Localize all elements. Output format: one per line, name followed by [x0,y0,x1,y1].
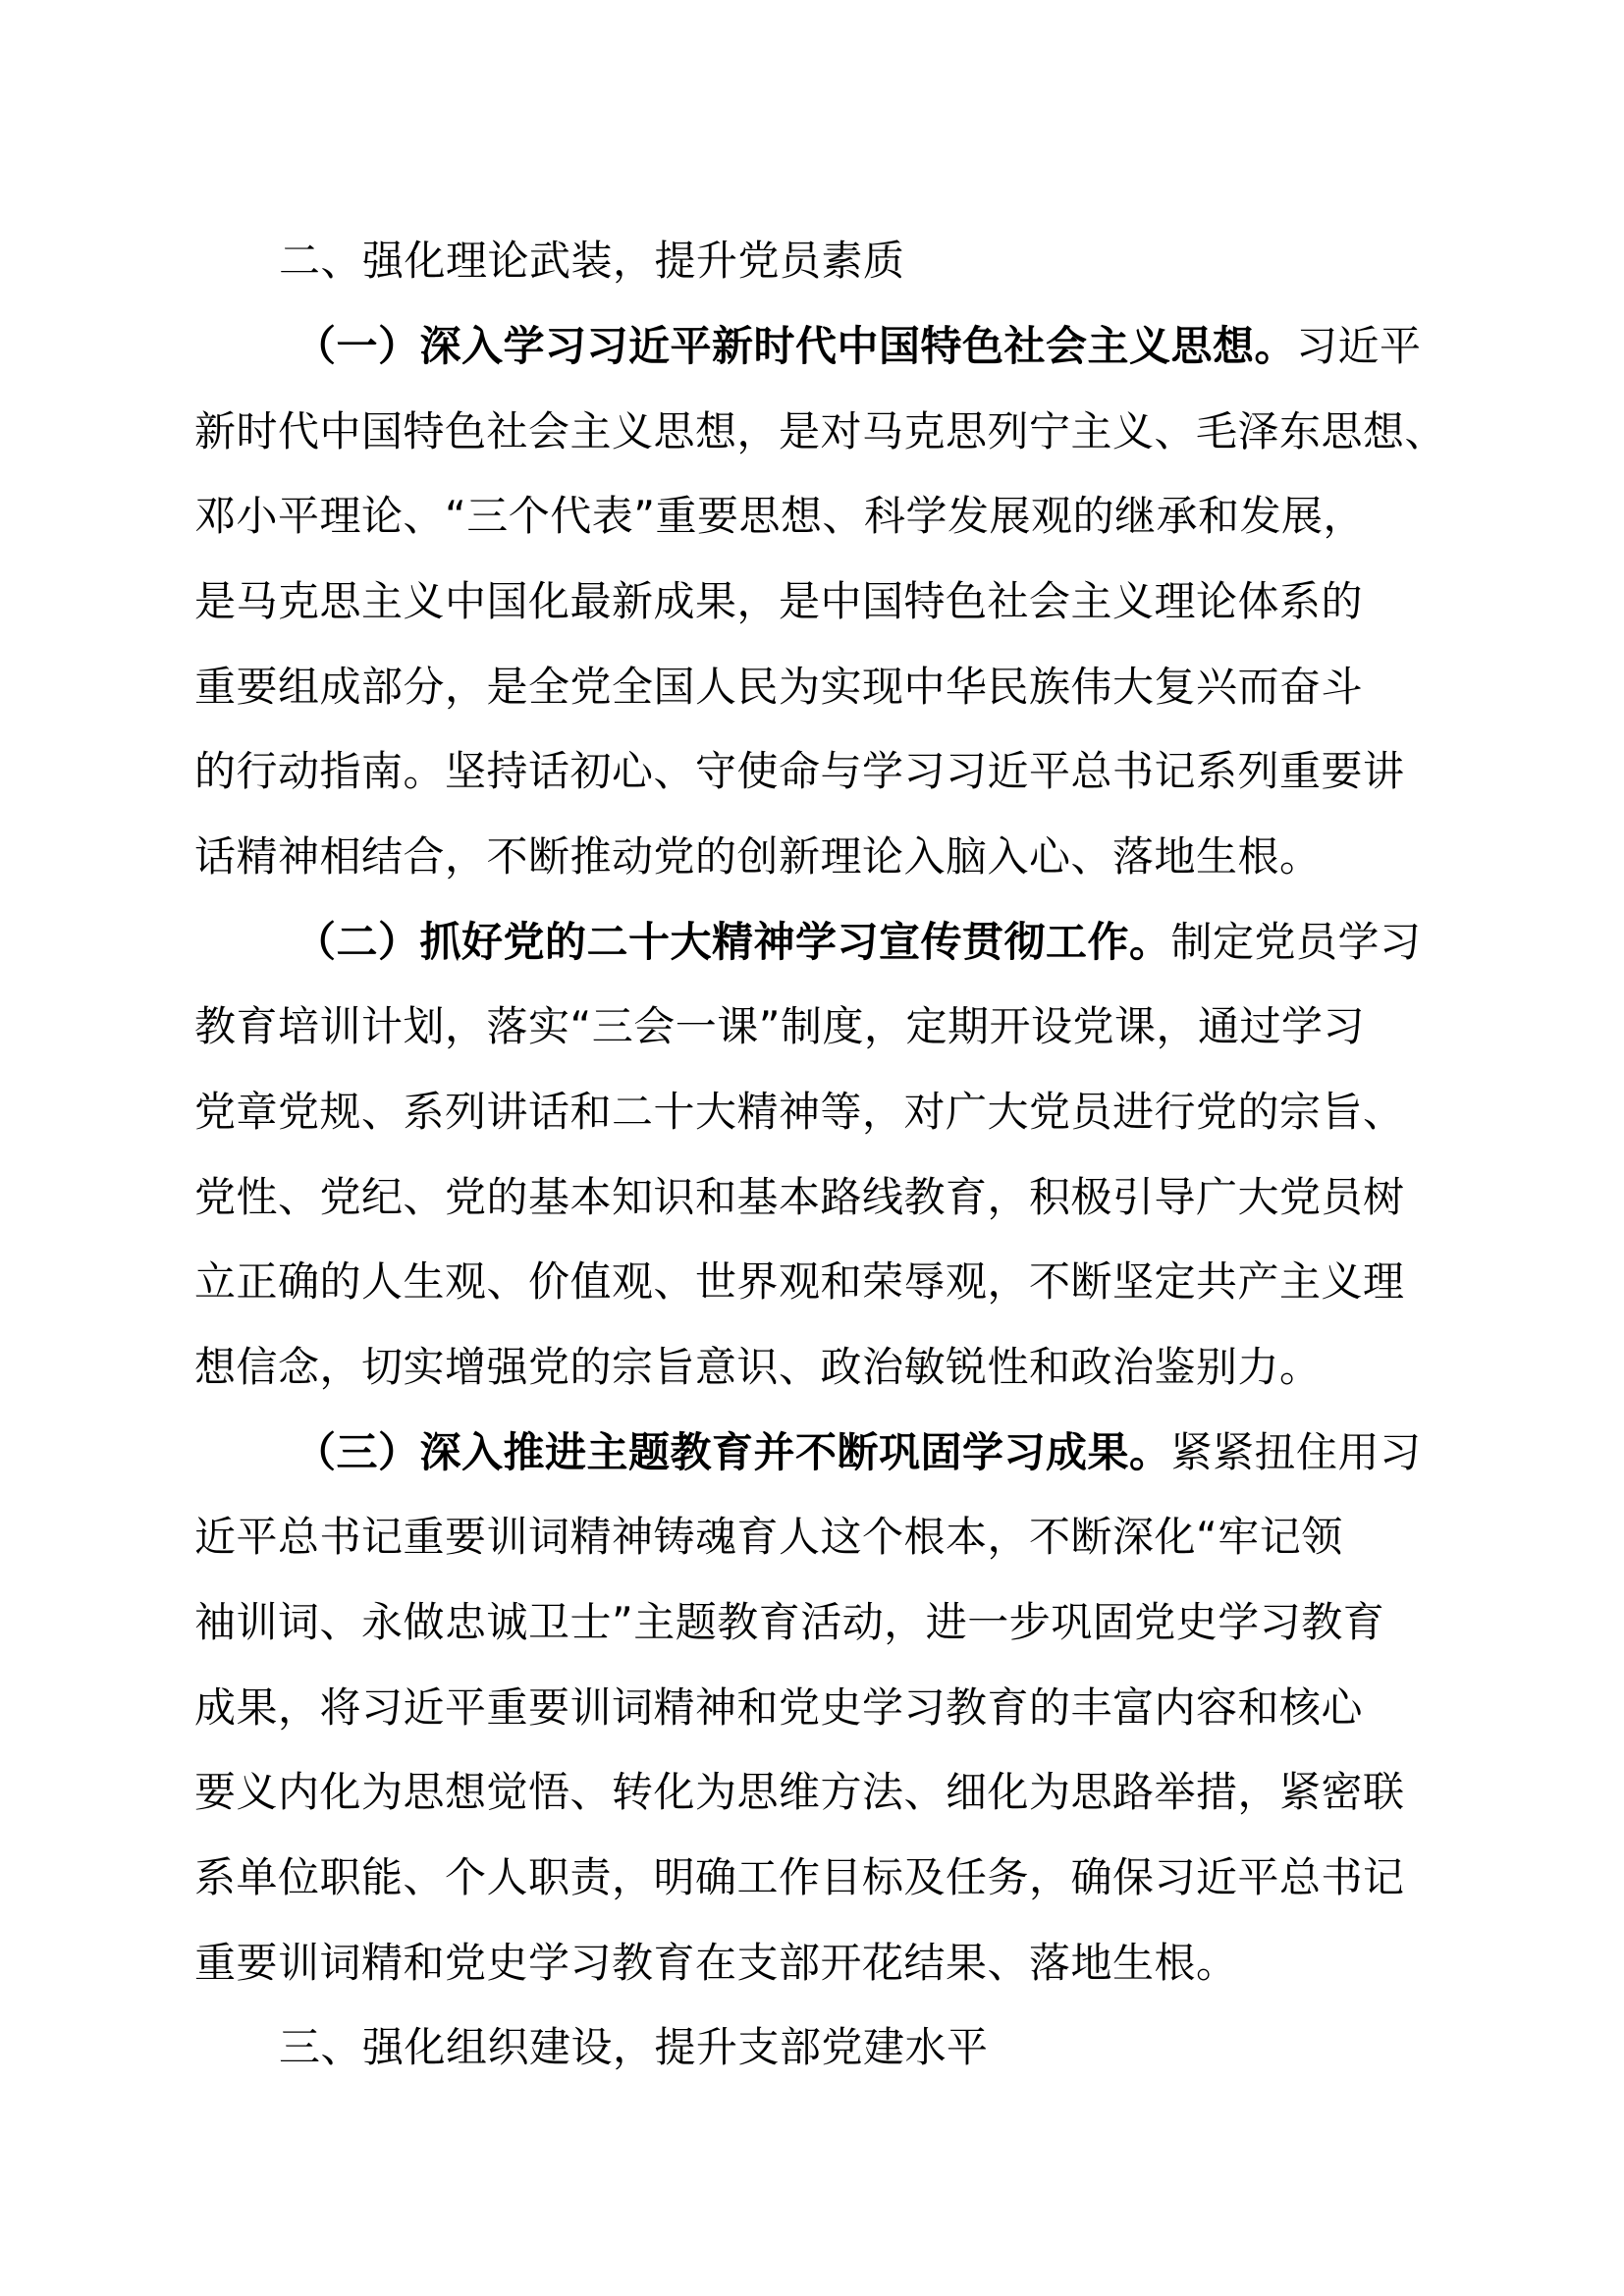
paragraph-line: 党章党规、系列讲话和二十大精神等，对广大党员进行党的宗旨、 [194,1088,1405,1136]
paragraph-line: 系单位职能、个人职责，明确工作目标及任务，确保习近平总书记 [194,1853,1405,1901]
paragraph-line: 成果，将习近平重要训词精神和党史学习教育的丰富内容和核心 [194,1683,1364,1732]
paragraph-line: 话精神相结合，不断推动党的创新理论入脑入心、落地生根。 [194,832,1322,881]
subsection-title: （三）深入推进主题教育并不断巩固学习成果。 [295,1428,1171,1476]
paragraph-line: 重要训词精和党史学习教育在支部开花结果、落地生根。 [194,1939,1238,1987]
paragraph-line: 近平总书记重要训词精神铸魂育人这个根本，不断深化“牢记领 [194,1513,1343,1561]
paragraph-text: 习近平 [1296,322,1422,370]
paragraph-line: 新时代中国特色社会主义思想，是对马克思列宁主义、毛泽东思想、 [194,407,1447,455]
paragraph-first-line [295,913,1422,972]
paragraph-first-line [295,1423,1422,1482]
section-heading: 二、强化理论武装，提升党员素质 [279,237,905,285]
paragraph-line: 邓小平理论、“三个代表”重要思想、科学发展观的继承和发展， [194,492,1366,540]
paragraph-line: 想信念，切实增强党的宗旨意识、政治敏锐性和政治鉴别力。 [194,1343,1322,1391]
section-heading: 三、强化组织建设，提升支部党建水平 [279,2023,989,2071]
paragraph-line: 重要组成部分，是全党全国人民为实现中华民族伟大复兴而奋斗 [194,663,1364,711]
subsection-title: （二）抓好党的二十大精神学习宣传贯彻工作。 [295,918,1171,966]
paragraph-text: 紧紧扭住用习 [1170,1428,1422,1476]
paragraph-line: 党性、党纪、党的基本知识和基本路线教育，积极引导广大党员树 [194,1173,1405,1221]
paragraph-first-line [295,317,1422,376]
paragraph-line: 袖训词、永做忠诚卫士”主题教育活动，进一步巩固党史学习教育 [194,1598,1385,1646]
paragraph-line: 要义内化为思想觉悟、转化为思维方法、细化为思路举措，紧密联 [194,1768,1405,1816]
paragraph-line: 教育培训计划，落实“三会一课”制度，定期开设党课，通过学习 [194,1002,1366,1050]
paragraph-text: 制定党员学习 [1170,918,1422,966]
paragraph-line: 是马克思主义中国化最新成果，是中国特色社会主义理论体系的 [194,577,1364,625]
paragraph-line: 立正确的人生观、价值观、世界观和荣辱观，不断坚定共产主义理 [194,1257,1405,1306]
paragraph-line: 的行动指南。坚持话初心、守使命与学习习近平总书记系列重要讲 [194,747,1405,795]
subsection-title: （一）深入学习习近平新时代中国特色社会主义思想。 [295,322,1297,370]
